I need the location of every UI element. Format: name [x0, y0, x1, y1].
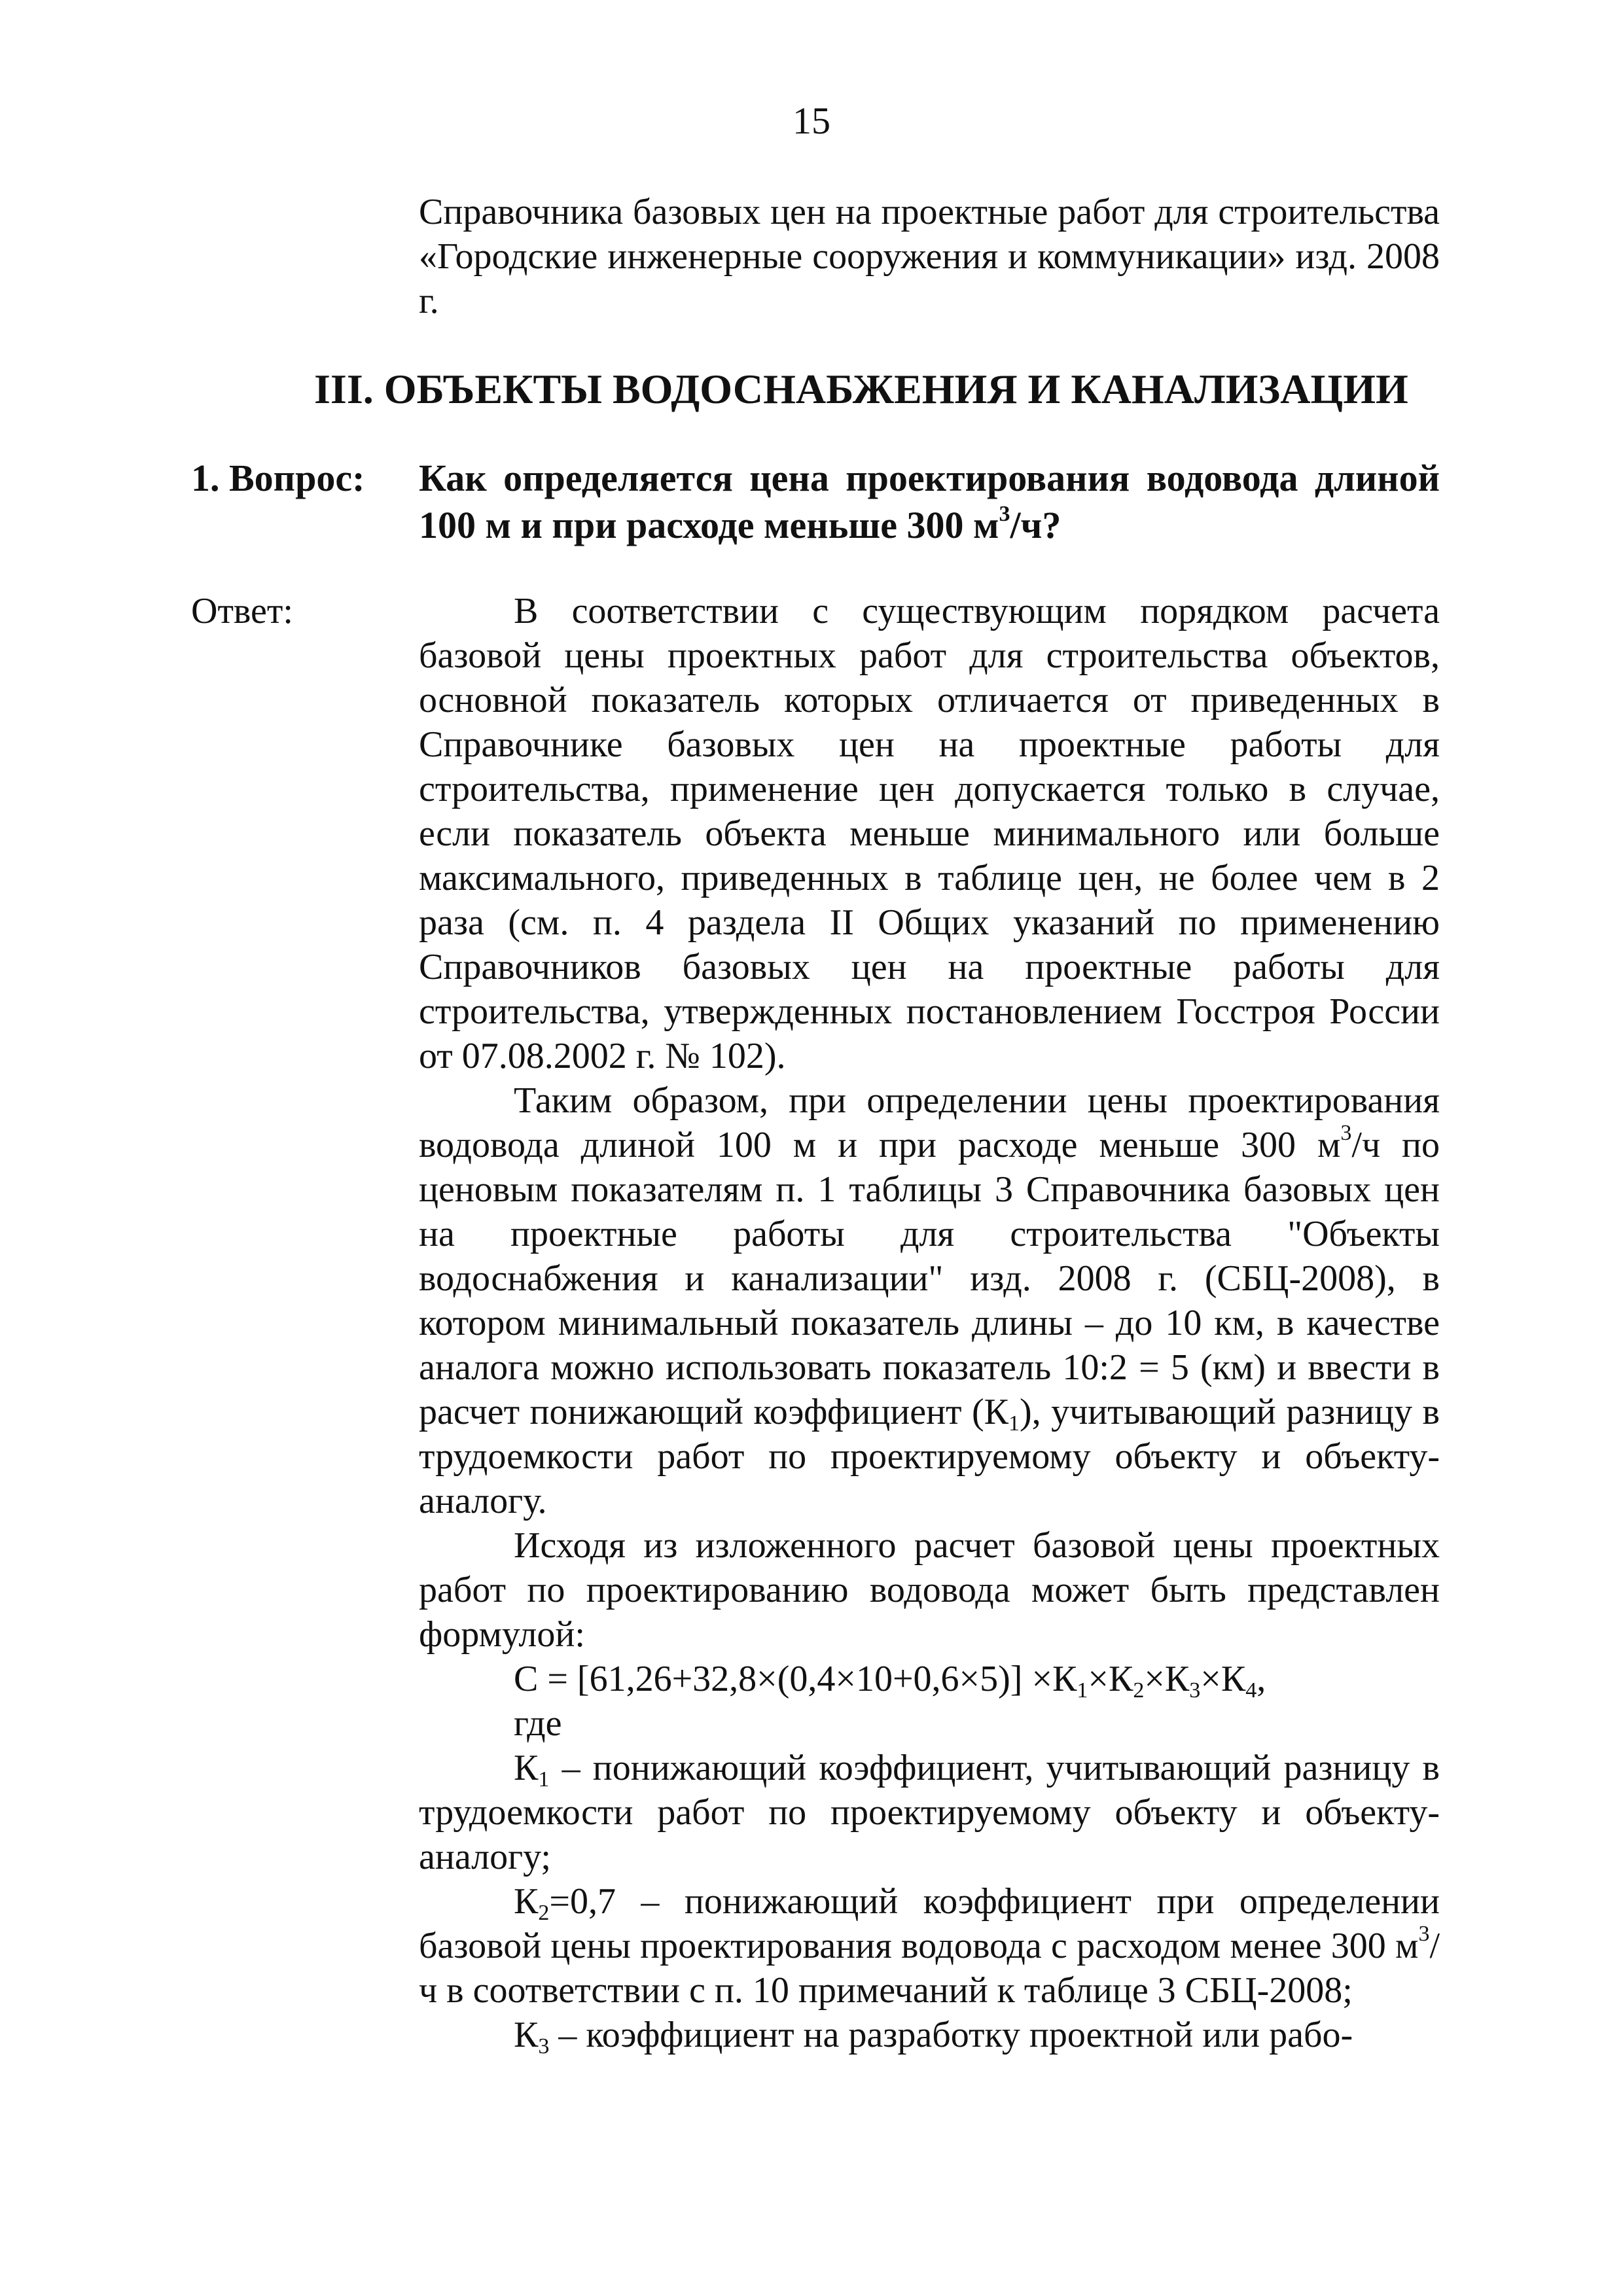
- k2-superscript: 3: [1418, 1922, 1430, 1946]
- answer-p2-subscript: 1: [1008, 1411, 1020, 1436]
- formula-end: ,: [1257, 1659, 1266, 1699]
- k3-text: – коэффициент на разработку проектной или рабо-: [549, 2015, 1353, 2055]
- intro-paragraph: Справочника базовых цен на проектные работ для строительства «Городские инженерные сооружения и коммуникации» изд. 2008 г.: [419, 192, 1440, 321]
- formula-sub-4: 4: [1245, 1678, 1257, 1703]
- k2-text-b: /ч в соответствии с п. 10 примечаний к таблице 3 СБЦ-2008;: [419, 1926, 1440, 2011]
- formula-sub-3: 3: [1189, 1678, 1201, 1703]
- formula-sub-2: 2: [1133, 1678, 1145, 1703]
- page-number: 15: [793, 99, 830, 142]
- answer-paragraph-2: [419, 1078, 1440, 1523]
- formula-x4: ×К: [1200, 1659, 1246, 1699]
- question-text-part1: Как определяется цена проектирования водовода длиной 100 м и при расходе меньше 300 м: [419, 457, 1440, 546]
- question-text: [419, 455, 1440, 549]
- k2-definition: [419, 1879, 1440, 2013]
- k2-symbol: К: [514, 1881, 539, 1922]
- answer-p2-superscript: 3: [1340, 1121, 1352, 1145]
- answer-paragraph-3: Исходя из изложенного расчет базовой цены проектных работ по проектированию водовода может быть представлен формулой:: [419, 1525, 1440, 1655]
- answer-p2-text-a: Таким образом, при определении цены проектирования водовода длиной 100 м и при расходе меньше 300 м: [419, 1080, 1440, 1165]
- k2-subscript: 2: [538, 1901, 550, 1925]
- k3-definition: [419, 2013, 1440, 2057]
- section-title: III. ОБЪЕКТЫ ВОДОСНАБЖЕНИЯ И КАНАЛИЗАЦИИ: [314, 366, 1408, 412]
- k1-definition: [419, 1746, 1440, 1879]
- answer-label: Ответ:: [191, 591, 293, 631]
- answer-p2-text-c: ), учитывающий разницу в трудоемкости работ по проектируемому объекту и объекту-аналогу.: [419, 1392, 1440, 1521]
- formula-sub-1: 1: [1077, 1678, 1088, 1703]
- k1-text: – понижающий коэффициент, учитывающий разницу в трудоемкости работ по проектируемому объекту и объекту-аналогу;: [419, 1748, 1440, 1877]
- k3-symbol: К: [514, 2015, 539, 2055]
- question-text-part2: /ч?: [1010, 504, 1061, 546]
- formula-x3: ×К: [1144, 1659, 1190, 1699]
- where-label: где: [514, 1703, 562, 1744]
- k1-subscript: 1: [538, 1767, 550, 1792]
- formula-main: С = [61,26+32,8×(0,4×10+0,6×5)] ×К: [514, 1659, 1077, 1699]
- k1-symbol: К: [514, 1748, 539, 1788]
- formula-x2: ×К: [1088, 1659, 1133, 1699]
- question-superscript: 3: [999, 502, 1010, 526]
- formula: [419, 1657, 1440, 1701]
- answer-body: [419, 589, 1440, 2057]
- answer-p2-text-b: /ч по ценовым показателям п. 1 таблицы 3 Справочника базовых цен на проектные работы для строительства "Объекты водоснабжения и канализации" изд. 2008 г. (СБЦ-2008), в котором минимальный показатель длины – до 10 км, в качестве аналога можно использовать показатель 10:2 = 5 (км) и ввести в расчет понижающий коэффициент (К: [419, 1125, 1440, 1432]
- answer-paragraph-1: В соответствии с существующим порядком расчета базовой цены проектных работ для строительства объектов, основной показатель которых отличается от приведенных в Справочнике базовых цен на проектные работы для строительства, применение цен допускается только в случае, если показатель объекта меньше минимального или больше максимального, приведенных в таблице цен, не более чем в 2 раза (см. п. 4 раздела II Общих указаний по применению Справочников базовых цен на проектные работы для строительства, утвержденных постановлением Госстроя России от 07.08.2002 г. № 102).: [419, 591, 1440, 1076]
- question-label: 1. Вопрос:: [191, 457, 365, 499]
- k2-text-a: =0,7 – понижающий коэффициент при определении базовой цены проектирования водовода с расходом менее 300 м: [419, 1881, 1440, 1966]
- k3-subscript: 3: [538, 2034, 550, 2058]
